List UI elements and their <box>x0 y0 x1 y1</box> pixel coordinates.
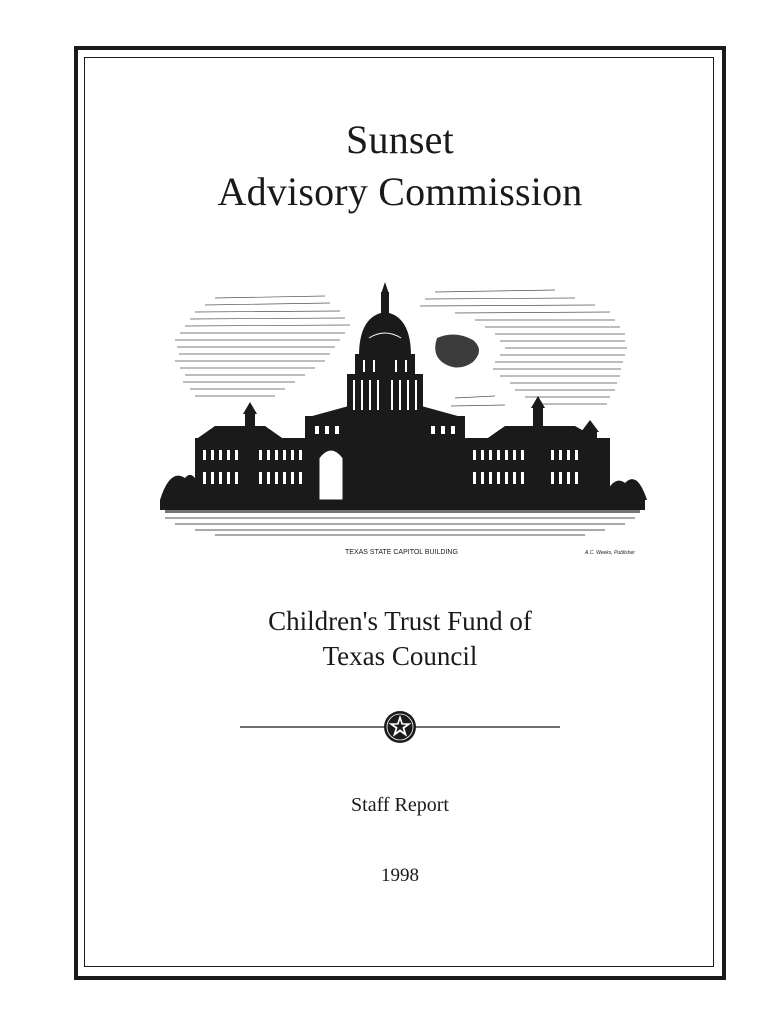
star-divider <box>240 704 560 750</box>
title-line-sunset: Sunset <box>346 117 454 162</box>
report-year: 1998 <box>381 865 419 886</box>
capitol-building-engraving <box>155 278 650 563</box>
subject-line-texas-council: Texas Council <box>322 641 478 671</box>
ground <box>160 500 645 510</box>
title-line-advisory-commission: Advisory Commission <box>217 169 583 214</box>
report-type: Staff Report <box>351 794 449 816</box>
capitol-dome <box>347 282 423 418</box>
dark-cloud <box>435 334 479 367</box>
star-seal-icon <box>384 711 416 743</box>
subject-line-childrens-trust-fund: Children's Trust Fund of <box>268 606 532 636</box>
entrance-arch <box>319 450 343 500</box>
lawn-hatching <box>165 518 635 535</box>
illustration-credit: A.C. Weeks, Publisher <box>585 550 635 556</box>
illustration-caption: TEXAS STATE CAPITOL BUILDING <box>345 549 458 556</box>
